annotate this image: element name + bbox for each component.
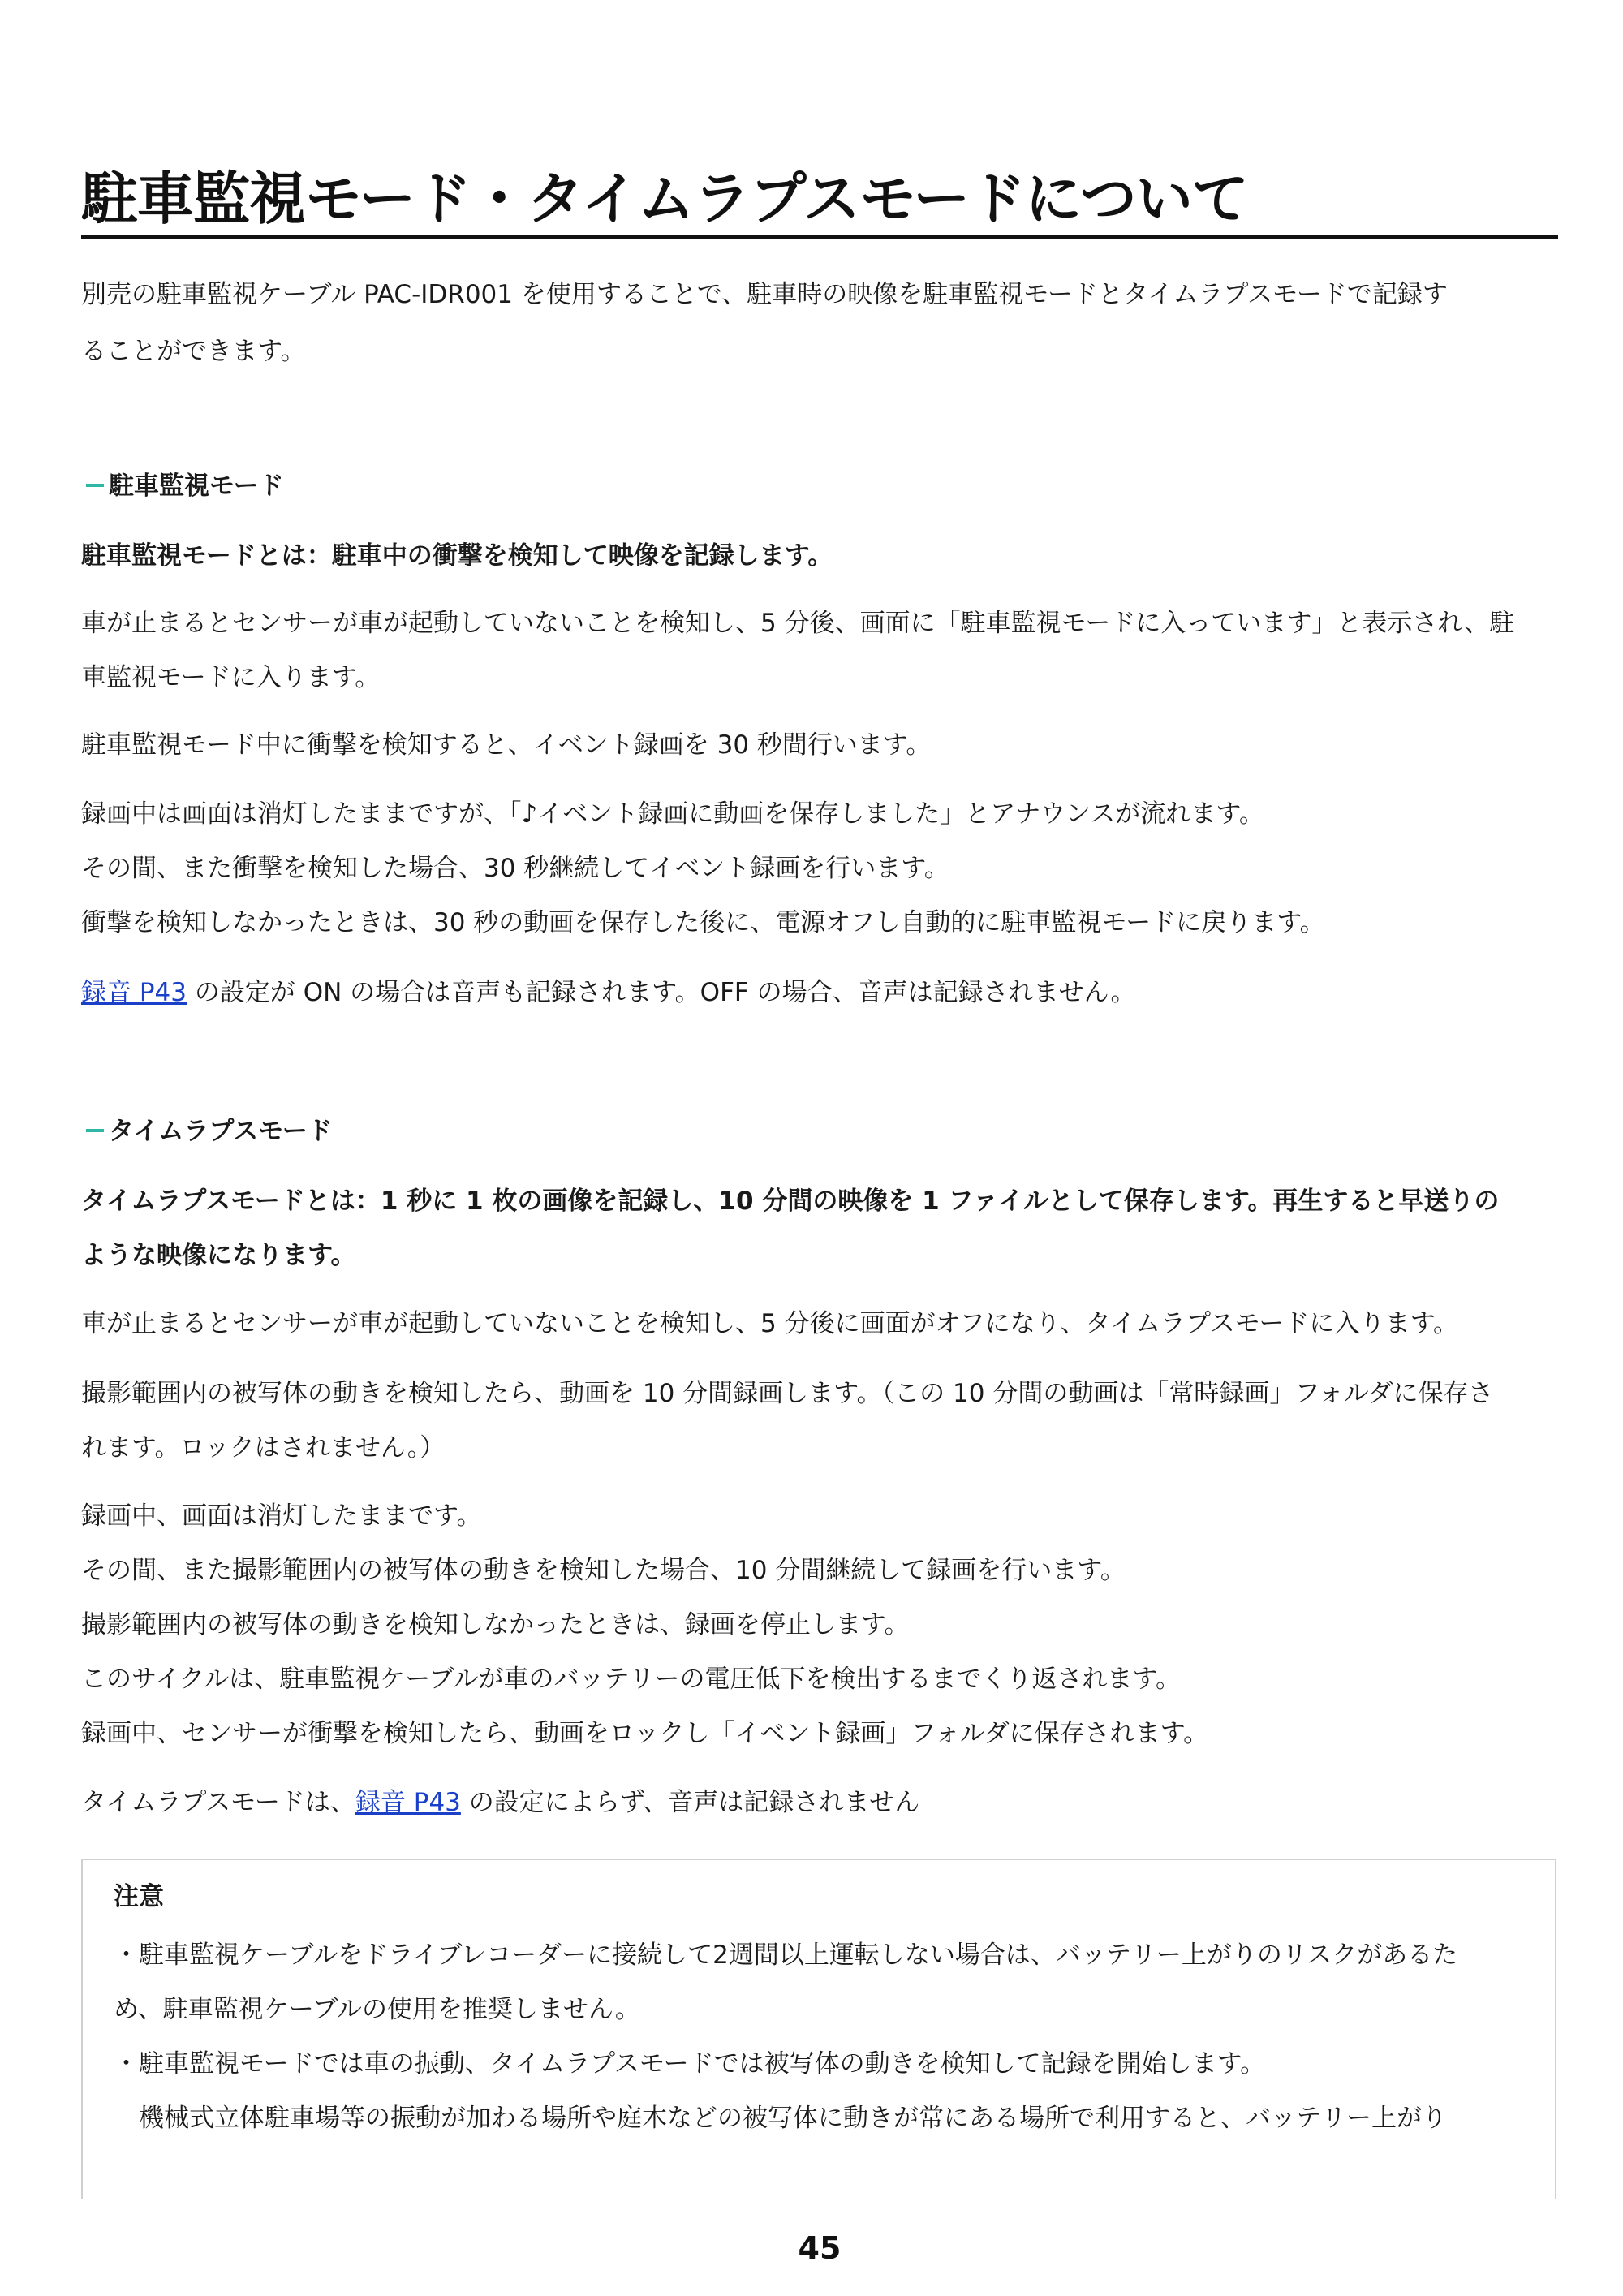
caution-line-2: め、駐車監視ケーブルの使用を推奨しません。	[114, 1995, 640, 2024]
caution-box	[81, 1859, 1556, 2199]
timelapse-definition-line-2: ような映像になります。	[81, 1241, 356, 1270]
title-underline	[81, 235, 1558, 239]
recording-settings-link[interactable]: 録音 P43	[81, 978, 187, 1007]
timelapse-para3-line-5: 録画中、センサーが衝撃を検知したら、動画をロックし「イベント録画」フォルダに保存されます。	[81, 1719, 1209, 1748]
page-title: 駐車監視モード・タイムラプスモードについて	[81, 166, 1248, 232]
heading-dash-icon	[86, 1129, 104, 1132]
parking-definition: 駐車監視モードとは：駐車中の衝撃を検知して映像を記録します。	[81, 541, 833, 571]
parking-audio-note-text: の設定が ON の場合は音声も記録されます。OFF の場合、音声は記録されません。	[187, 978, 1136, 1007]
intro-line-2: ることができます。	[81, 337, 306, 366]
parking-audio-note	[81, 966, 1558, 1019]
timelapse-para2-line-1: 撮影範囲内の被写体の動きを検知したら、動画を 10 分間録画します。（この 10 分間の動画は「常時録画」フォルダに保存さ	[81, 1379, 1494, 1408]
section-heading-parking	[81, 466, 284, 506]
timelapse-para3-line-3: 撮影範囲内の被写体の動きを検知しなかったときは、録画を停止します。	[81, 1610, 910, 1639]
caution-line-3: ・駐車監視モードでは車の振動、タイムラプスモードでは被写体の動きを検知して記録を開始します。	[114, 2049, 1266, 2078]
caution-line-1: ・駐車監視ケーブルをドライブレコーダーに接続して2週間以上運転しない場合は、バッテリー上がりのリスクがあるた	[114, 1941, 1458, 1970]
timelapse-para3-line-4: このサイクルは、駐車監視ケーブルが車のバッテリーの電圧低下を検出するまでくり返されます。	[81, 1665, 1182, 1694]
timelapse-audio-note	[81, 1776, 1558, 1829]
parking-para1-line-2: 車監視モードに入ります。	[81, 663, 381, 692]
parking-para2: 駐車監視モード中に衝撃を検知すると、イベント録画を 30 秒間行います。	[81, 730, 932, 760]
section-heading-timelapse-label: タイムラプスモード	[109, 1117, 333, 1146]
parking-para3-line-1: 録画中は画面は消灯したままですが、「♪イベント録画に動画を保存しました」とアナウンスが流れます。	[81, 799, 1264, 829]
caution-line-4: 機械式立体駐車場等の振動が加わる場所や庭木などの被写体に動きが常にある場所で利用すると、バッテリー上がり	[114, 2104, 1447, 2133]
intro-line-1: 別売の駐車監視ケーブル PAC-IDR001 を使用することで、駐車時の映像を駐車監視モードとタイムラプスモードで記録す	[81, 280, 1448, 309]
parking-para3-line-2: その間、また衝撃を検知した場合、30 秒継続してイベント録画を行います。	[81, 854, 949, 883]
timelapse-para3-line-1: 録画中、画面は消灯したままです。	[81, 1501, 482, 1531]
heading-dash-icon	[86, 484, 104, 487]
caution-title: 注意	[114, 1882, 164, 1911]
recording-settings-link-2[interactable]: 録音 P43	[355, 1788, 461, 1817]
timelapse-audio-note-prefix: タイムラプスモードは、	[81, 1788, 355, 1817]
timelapse-para3-line-2: その間、また撮影範囲内の被写体の動きを検知した場合、10 分間継続して録画を行います。	[81, 1556, 1126, 1585]
timelapse-para1: 車が止まるとセンサーが車が起動していないことを検知し、5 分後に画面がオフになり、タイムラプスモードに入ります。	[81, 1309, 1459, 1338]
parking-para1-line-1: 車が止まるとセンサーが車が起動していないことを検知し、5 分後、画面に「駐車監視モードに入っています」と表示され、駐	[81, 609, 1515, 638]
parking-para3-line-3: 衝撃を検知しなかったときは、30 秒の動画を保存した後に、電源オフし自動的に駐車監視モードに戻ります。	[81, 908, 1325, 937]
section-heading-timelapse	[81, 1111, 333, 1152]
timelapse-definition-line-1: タイムラプスモードとは：1 秒に 1 枚の画像を記録し、10 分間の映像を 1 ファイルとして保存します。再生すると早送りの	[81, 1187, 1500, 1216]
page-number: 45	[798, 2230, 842, 2266]
timelapse-audio-note-text: の設定によらず、音声は記録されません	[460, 1788, 920, 1817]
timelapse-para2-line-2: れます。ロックはされません。）	[81, 1433, 446, 1462]
section-heading-parking-label: 駐車監視モード	[109, 472, 284, 501]
manual-page	[81, 0, 1558, 2296]
